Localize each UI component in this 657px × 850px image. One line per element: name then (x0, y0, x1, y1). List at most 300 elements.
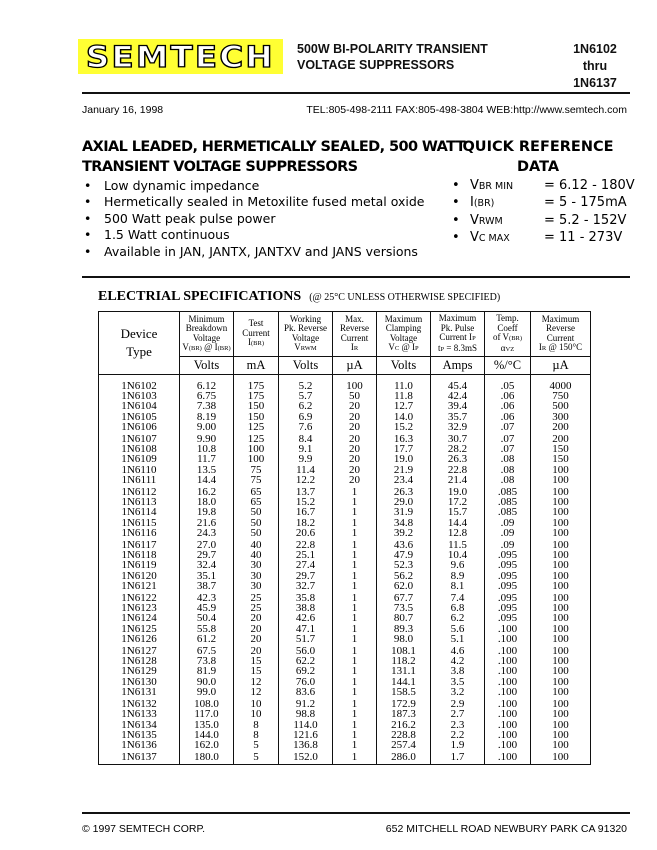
col-header-clamping-voltage: Maximum Clamping Voltage VC @ IP (377, 312, 431, 357)
cell-reverse-current-150c: 100 (531, 581, 591, 591)
cell-test-current: 50 (234, 528, 279, 538)
feature-item: • Low dynamic impedance (82, 178, 425, 194)
cell-working-voltage: 35.8 (279, 591, 333, 603)
cell-temp-coeff: .05 (485, 375, 531, 392)
cell-test-current: 75 (234, 465, 279, 475)
cell-device-type: 1N6116 (99, 528, 180, 538)
cell-max-reverse-current: 1 (333, 666, 377, 676)
product-title-line2: VOLTAGE SUPPRESSORS (297, 58, 455, 72)
cell-pulse-current: 4.2 (431, 656, 485, 666)
cell-clamping-voltage: 16.3 (377, 432, 431, 444)
cell-temp-coeff: .100 (485, 750, 531, 765)
cell-pulse-current: 2.9 (431, 697, 485, 709)
cell-clamping-voltage: 187.3 (377, 709, 431, 719)
cell-test-current: 30 (234, 581, 279, 591)
table-row (99, 581, 591, 591)
cell-max-reverse-current: 20 (333, 454, 377, 464)
header-divider (82, 92, 630, 94)
unit-cell: Volts (180, 357, 234, 375)
cell-min-breakdown-voltage: 8.19 (180, 412, 234, 422)
table-row (99, 740, 591, 750)
cell-max-reverse-current: 1 (333, 518, 377, 528)
cell-device-type: 1N6134 (99, 720, 180, 730)
cell-temp-coeff: .085 (485, 497, 531, 507)
cell-test-current: 65 (234, 485, 279, 497)
cell-test-current: 75 (234, 475, 279, 485)
cell-device-type: 1N6109 (99, 454, 180, 464)
cell-test-current: 20 (234, 634, 279, 644)
cell-test-current: 100 (234, 454, 279, 464)
copyright: © 1997 SEMTECH CORP. (82, 823, 206, 835)
cell-pulse-current: 6.2 (431, 613, 485, 623)
cell-clamping-voltage: 172.9 (377, 697, 431, 709)
cell-reverse-current-150c: 100 (531, 750, 591, 765)
qr-symbol: VBR MIN (470, 178, 514, 193)
cell-min-breakdown-voltage: 99.0 (180, 687, 234, 697)
cell-temp-coeff: .095 (485, 591, 531, 603)
table-row (99, 528, 591, 538)
qr-subscript: (BR) (473, 198, 495, 210)
cell-pulse-current: 32.9 (431, 422, 485, 432)
cell-min-breakdown-voltage: 9.90 (180, 432, 234, 444)
col-header-test-current: Test Current I(BR) (234, 312, 279, 357)
cell-device-type: 1N6107 (99, 432, 180, 444)
cell-clamping-voltage: 52.3 (377, 560, 431, 570)
cell-reverse-current-150c: 100 (531, 560, 591, 570)
cell-min-breakdown-voltage: 144.0 (180, 730, 234, 740)
cell-pulse-current: 42.4 (431, 391, 485, 401)
cell-working-voltage: 20.6 (279, 528, 333, 538)
table-row (99, 444, 591, 454)
qr-subscript: C MAX (478, 233, 510, 245)
cell-max-reverse-current: 20 (333, 475, 377, 485)
cell-pulse-current: 45.4 (431, 375, 485, 392)
feature-item: • 1.5 Watt continuous (82, 227, 425, 243)
quick-reference-title (448, 137, 628, 177)
cell-test-current: 30 (234, 571, 279, 581)
cell-min-breakdown-voltage: 81.9 (180, 666, 234, 676)
cell-test-current: 20 (234, 624, 279, 634)
cell-temp-coeff: .07 (485, 432, 531, 444)
cell-device-type: 1N6105 (99, 412, 180, 422)
cell-reverse-current-150c: 100 (531, 465, 591, 475)
table-row (99, 422, 591, 432)
cell-temp-coeff: .095 (485, 571, 531, 581)
cell-pulse-current: 7.4 (431, 591, 485, 603)
feature-item: • 500 Watt peak pulse power (82, 211, 425, 227)
cell-temp-coeff: .100 (485, 666, 531, 676)
cell-pulse-current: 30.7 (431, 432, 485, 444)
cell-clamping-voltage: 158.5 (377, 687, 431, 697)
cell-min-breakdown-voltage: 21.6 (180, 518, 234, 528)
unit-cell: µA (333, 357, 377, 375)
cell-pulse-current: 3.2 (431, 687, 485, 697)
cell-clamping-voltage: 286.0 (377, 750, 431, 765)
quick-reference-item (452, 213, 635, 230)
cell-min-breakdown-voltage: 180.0 (180, 750, 234, 765)
cell-device-type: 1N6131 (99, 687, 180, 697)
cell-device-type: 1N6132 (99, 697, 180, 709)
qr-subscript: BR MIN (478, 181, 514, 192)
cell-clamping-voltage: 144.1 (377, 677, 431, 687)
cell-pulse-current: 6.8 (431, 603, 485, 613)
col-header-max-reverse-current: Max. Reverse Current IR (333, 312, 377, 357)
cell-test-current: 125 (234, 422, 279, 432)
unit-cell: Volts (377, 357, 431, 375)
cell-clamping-voltage: 67.7 (377, 591, 431, 603)
cell-pulse-current: 2.7 (431, 709, 485, 719)
cell-min-breakdown-voltage: 14.4 (180, 475, 234, 485)
cell-temp-coeff: .100 (485, 697, 531, 709)
cell-reverse-current-150c: 100 (531, 507, 591, 517)
cell-reverse-current-150c: 150 (531, 454, 591, 464)
cell-min-breakdown-voltage: 67.5 (180, 644, 234, 656)
cell-min-breakdown-voltage: 42.3 (180, 591, 234, 603)
cell-min-breakdown-voltage: 13.5 (180, 465, 234, 475)
cell-pulse-current: 2.3 (431, 720, 485, 730)
logo-text: SEMTECH (86, 39, 275, 74)
cell-max-reverse-current: 1 (333, 603, 377, 613)
cell-temp-coeff: .100 (485, 720, 531, 730)
cell-min-breakdown-voltage: 117.0 (180, 709, 234, 719)
cell-clamping-voltage: 15.2 (377, 422, 431, 432)
cell-min-breakdown-voltage: 16.2 (180, 485, 234, 497)
cell-reverse-current-150c: 100 (531, 603, 591, 613)
cell-min-breakdown-voltage: 19.8 (180, 507, 234, 517)
cell-test-current: 50 (234, 518, 279, 528)
cell-max-reverse-current: 1 (333, 634, 377, 644)
cell-max-reverse-current: 1 (333, 750, 377, 765)
cell-reverse-current-150c: 100 (531, 528, 591, 538)
cell-reverse-current-150c: 100 (531, 475, 591, 485)
cell-test-current: 20 (234, 613, 279, 623)
specs-condition: (@ 25°C UNLESS OTHERWISE SPECIFIED) (309, 292, 501, 303)
cell-device-type: 1N6120 (99, 571, 180, 581)
table-row (99, 432, 591, 444)
qr-title-line1: QUICK REFERENCE (462, 139, 614, 155)
cell-clamping-voltage: 89.3 (377, 624, 431, 634)
part-last: 1N6137 (573, 76, 617, 90)
cell-test-current: 125 (234, 432, 279, 444)
table-row (99, 454, 591, 464)
cell-test-current: 150 (234, 412, 279, 422)
cell-device-type: 1N6112 (99, 485, 180, 497)
cell-temp-coeff: .07 (485, 444, 531, 454)
cell-reverse-current-150c: 100 (531, 538, 591, 550)
cell-pulse-current: 17.2 (431, 497, 485, 507)
qr-value: = 6.12 - 180V (544, 178, 635, 193)
contact-info: TEL:805-498-2111 FAX:805-498-3804 WEB:http://www.semtech.com (306, 104, 627, 116)
cell-test-current: 5 (234, 750, 279, 765)
table-row (99, 475, 591, 485)
cell-working-voltage: 15.2 (279, 497, 333, 507)
cell-max-reverse-current: 1 (333, 485, 377, 497)
cell-temp-coeff: .085 (485, 485, 531, 497)
cell-clamping-voltage: 43.6 (377, 538, 431, 550)
cell-clamping-voltage: 12.7 (377, 401, 431, 411)
cell-working-voltage: 98.8 (279, 709, 333, 719)
cell-working-voltage: 76.0 (279, 677, 333, 687)
product-headline (82, 137, 465, 177)
cell-temp-coeff: .095 (485, 560, 531, 570)
cell-test-current: 5 (234, 740, 279, 750)
cell-device-type: 1N6119 (99, 560, 180, 570)
product-title (297, 41, 488, 73)
col-header-min-breakdown: Minimum Breakdown Voltage V(BR) @ I(BR) (180, 312, 234, 357)
cell-max-reverse-current: 1 (333, 730, 377, 740)
feature-list (82, 178, 425, 260)
unit-cell: Volts (279, 357, 333, 375)
table-row (99, 709, 591, 719)
unit-cell: %/°C (485, 357, 531, 375)
cell-device-type: 1N6135 (99, 730, 180, 740)
cell-device-type: 1N6110 (99, 465, 180, 475)
cell-clamping-voltage: 34.8 (377, 518, 431, 528)
cell-temp-coeff: .100 (485, 730, 531, 740)
product-title-line1: 500W BI-POLARITY TRANSIENT (297, 42, 488, 56)
cell-min-breakdown-voltage: 55.8 (180, 624, 234, 634)
cell-reverse-current-150c: 100 (531, 730, 591, 740)
cell-working-voltage: 29.7 (279, 571, 333, 581)
qr-value: = 11 - 273V (544, 230, 623, 246)
cell-working-voltage: 9.9 (279, 454, 333, 464)
cell-min-breakdown-voltage: 6.75 (180, 391, 234, 401)
cell-pulse-current: 3.5 (431, 677, 485, 687)
cell-working-voltage: 5.7 (279, 391, 333, 401)
cell-min-breakdown-voltage: 9.00 (180, 422, 234, 432)
quick-reference-item (452, 178, 635, 195)
cell-device-type: 1N6127 (99, 644, 180, 656)
cell-pulse-current: 35.7 (431, 412, 485, 422)
cell-test-current: 40 (234, 550, 279, 560)
cell-pulse-current: 28.2 (431, 444, 485, 454)
cell-clamping-voltage: 62.0 (377, 581, 431, 591)
cell-temp-coeff: .09 (485, 528, 531, 538)
cell-clamping-voltage: 17.7 (377, 444, 431, 454)
quick-reference-item (452, 195, 635, 212)
cell-min-breakdown-voltage: 24.3 (180, 528, 234, 538)
specs-heading (98, 289, 500, 305)
cell-reverse-current-150c: 100 (531, 709, 591, 719)
cell-temp-coeff: .07 (485, 422, 531, 432)
cell-working-voltage: 7.6 (279, 422, 333, 432)
qr-symbol: VRWM (470, 212, 503, 228)
cell-min-breakdown-voltage: 32.4 (180, 560, 234, 570)
cell-max-reverse-current: 1 (333, 720, 377, 730)
cell-test-current: 8 (234, 720, 279, 730)
qr-symbol: VC MAX (470, 230, 510, 246)
cell-temp-coeff: .08 (485, 465, 531, 475)
cell-device-type: 1N6124 (99, 613, 180, 623)
cell-pulse-current: 39.4 (431, 401, 485, 411)
cell-working-voltage: 11.4 (279, 465, 333, 475)
cell-temp-coeff: .06 (485, 412, 531, 422)
cell-clamping-voltage: 23.4 (377, 475, 431, 485)
cell-max-reverse-current: 1 (333, 644, 377, 656)
cell-clamping-voltage: 98.0 (377, 634, 431, 644)
cell-clamping-voltage: 228.8 (377, 730, 431, 740)
cell-device-type: 1N6104 (99, 401, 180, 411)
cell-max-reverse-current: 1 (333, 624, 377, 634)
cell-clamping-voltage: 29.0 (377, 497, 431, 507)
cell-min-breakdown-voltage: 50.4 (180, 613, 234, 623)
cell-reverse-current-150c: 100 (531, 591, 591, 603)
table-row (99, 507, 591, 517)
cell-working-voltage: 51.7 (279, 634, 333, 644)
col-header-working-voltage: Working Pk. Reverse Voltage VRWM (279, 312, 333, 357)
cell-device-type: 1N6136 (99, 740, 180, 750)
cell-max-reverse-current: 20 (333, 401, 377, 411)
cell-clamping-voltage: 80.7 (377, 613, 431, 623)
cell-reverse-current-150c: 100 (531, 666, 591, 676)
cell-max-reverse-current: 1 (333, 581, 377, 591)
cell-pulse-current: 8.9 (431, 571, 485, 581)
cell-pulse-current: 22.8 (431, 465, 485, 475)
cell-clamping-voltage: 47.9 (377, 550, 431, 560)
col-header-pulse-current: Maximum Pk. Pulse Current IP tP = 8.3mS (431, 312, 485, 357)
cell-test-current: 12 (234, 677, 279, 687)
cell-device-type: 1N6108 (99, 444, 180, 454)
cell-temp-coeff: .06 (485, 401, 531, 411)
cell-device-type: 1N6113 (99, 497, 180, 507)
unit-cell: mA (234, 357, 279, 375)
cell-test-current: 150 (234, 401, 279, 411)
cell-clamping-voltage: 56.2 (377, 571, 431, 581)
cell-pulse-current: 1.9 (431, 740, 485, 750)
table-row (99, 412, 591, 422)
cell-device-type: 1N6121 (99, 581, 180, 591)
cell-pulse-current: 10.4 (431, 550, 485, 560)
unit-cell: Amps (431, 357, 485, 375)
cell-reverse-current-150c: 100 (531, 740, 591, 750)
cell-device-type: 1N6122 (99, 591, 180, 603)
cell-max-reverse-current: 50 (333, 391, 377, 401)
cell-working-voltage: 18.2 (279, 518, 333, 528)
cell-test-current: 15 (234, 666, 279, 676)
cell-test-current: 30 (234, 560, 279, 570)
cell-clamping-voltage: 11.0 (377, 375, 431, 392)
cell-pulse-current: 14.4 (431, 518, 485, 528)
cell-reverse-current-150c: 100 (531, 687, 591, 697)
cell-temp-coeff: .100 (485, 740, 531, 750)
document-date: January 16, 1998 (82, 104, 164, 116)
cell-min-breakdown-voltage: 162.0 (180, 740, 234, 750)
cell-working-voltage: 25.1 (279, 550, 333, 560)
cell-max-reverse-current: 100 (333, 375, 377, 392)
cell-clamping-voltage: 21.9 (377, 465, 431, 475)
table-row (99, 465, 591, 475)
cell-working-voltage: 12.2 (279, 475, 333, 485)
section-divider (82, 276, 630, 278)
cell-device-type: 1N6123 (99, 603, 180, 613)
cell-working-voltage: 152.0 (279, 750, 333, 765)
cell-device-type: 1N6103 (99, 391, 180, 401)
cell-max-reverse-current: 20 (333, 444, 377, 454)
cell-temp-coeff: .06 (485, 391, 531, 401)
cell-max-reverse-current: 1 (333, 538, 377, 550)
cell-pulse-current: 3.8 (431, 666, 485, 676)
cell-test-current: 25 (234, 603, 279, 613)
cell-min-breakdown-voltage: 135.0 (180, 720, 234, 730)
cell-working-voltage: 22.8 (279, 538, 333, 550)
cell-max-reverse-current: 1 (333, 571, 377, 581)
qr-value: = 5 - 175mA (544, 195, 627, 211)
cell-working-voltage: 56.0 (279, 644, 333, 656)
quick-reference-list (452, 178, 635, 248)
cell-pulse-current: 12.8 (431, 528, 485, 538)
cell-test-current: 100 (234, 444, 279, 454)
cell-max-reverse-current: 1 (333, 550, 377, 560)
cell-max-reverse-current: 1 (333, 613, 377, 623)
cell-temp-coeff: .095 (485, 613, 531, 623)
table-row (99, 391, 591, 401)
table-row (99, 687, 591, 697)
cell-clamping-voltage: 257.4 (377, 740, 431, 750)
cell-test-current: 8 (234, 730, 279, 740)
headline-line1: AXIAL LEADED, HERMETICALLY SEALED, 500 WATT (82, 139, 466, 155)
cell-max-reverse-current: 20 (333, 412, 377, 422)
cell-working-voltage: 8.4 (279, 432, 333, 444)
cell-device-type: 1N6118 (99, 550, 180, 560)
cell-reverse-current-150c: 150 (531, 444, 591, 454)
cell-working-voltage: 6.2 (279, 401, 333, 411)
quick-reference-item (452, 230, 635, 247)
electrical-specs-table (98, 311, 591, 765)
cell-reverse-current-150c: 750 (531, 391, 591, 401)
cell-temp-coeff: .100 (485, 677, 531, 687)
cell-device-type: 1N6133 (99, 709, 180, 719)
cell-working-voltage: 136.8 (279, 740, 333, 750)
cell-working-voltage: 6.9 (279, 412, 333, 422)
table-row (99, 401, 591, 411)
cell-pulse-current: 4.6 (431, 644, 485, 656)
cell-min-breakdown-voltage: 38.7 (180, 581, 234, 591)
cell-working-voltage: 121.6 (279, 730, 333, 740)
cell-max-reverse-current: 1 (333, 709, 377, 719)
cell-temp-coeff: .08 (485, 475, 531, 485)
cell-pulse-current: 11.5 (431, 538, 485, 550)
cell-pulse-current: 5.6 (431, 624, 485, 634)
cell-max-reverse-current: 1 (333, 497, 377, 507)
footer-divider (82, 812, 630, 814)
cell-reverse-current-150c: 100 (531, 613, 591, 623)
cell-max-reverse-current: 1 (333, 560, 377, 570)
cell-working-voltage: 69.2 (279, 666, 333, 676)
cell-clamping-voltage: 73.5 (377, 603, 431, 613)
cell-pulse-current: 26.3 (431, 454, 485, 464)
cell-temp-coeff: .095 (485, 581, 531, 591)
cell-reverse-current-150c: 200 (531, 432, 591, 444)
semtech-logo (78, 39, 283, 74)
headline-line2: TRANSIENT VOLTAGE SUPPRESSORS (82, 159, 358, 175)
cell-min-breakdown-voltage: 29.7 (180, 550, 234, 560)
cell-max-reverse-current: 1 (333, 677, 377, 687)
cell-test-current: 15 (234, 656, 279, 666)
cell-working-voltage: 38.8 (279, 603, 333, 613)
cell-reverse-current-150c: 4000 (531, 375, 591, 392)
cell-pulse-current: 1.7 (431, 750, 485, 765)
cell-device-type: 1N6115 (99, 518, 180, 528)
cell-min-breakdown-voltage: 45.9 (180, 603, 234, 613)
cell-min-breakdown-voltage: 27.0 (180, 538, 234, 550)
cell-min-breakdown-voltage: 108.0 (180, 697, 234, 709)
cell-min-breakdown-voltage: 90.0 (180, 677, 234, 687)
cell-device-type: 1N6126 (99, 634, 180, 644)
cell-pulse-current: 19.0 (431, 485, 485, 497)
cell-working-voltage: 16.7 (279, 507, 333, 517)
cell-clamping-voltage: 19.0 (377, 454, 431, 464)
cell-device-type: 1N6130 (99, 677, 180, 687)
